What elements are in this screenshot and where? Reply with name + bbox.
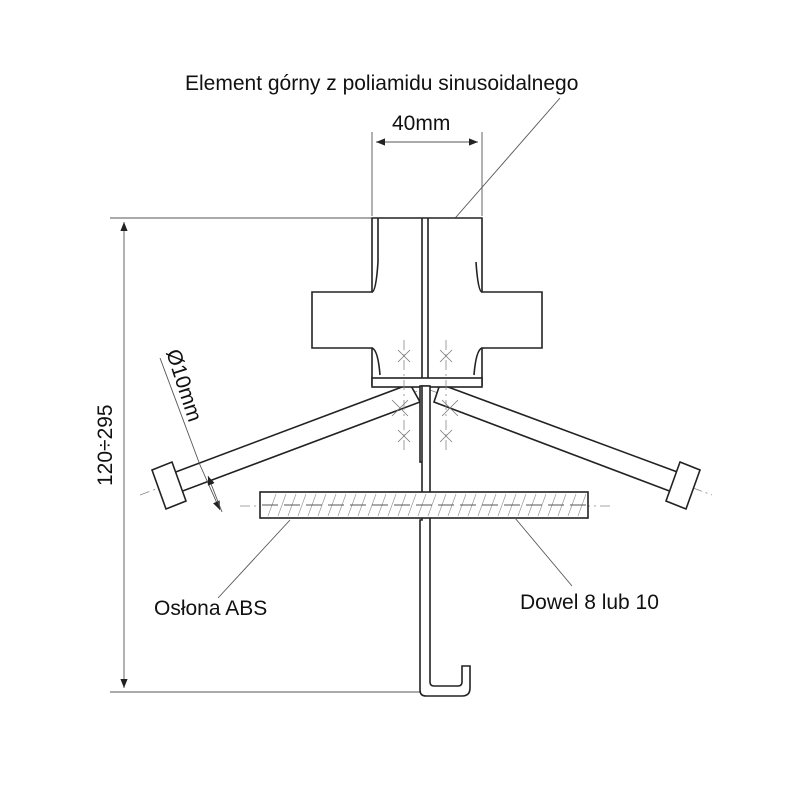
shield-leader <box>218 520 290 598</box>
diameter-dimension-label: Ø10mm <box>161 346 207 425</box>
hook-stem <box>420 386 470 696</box>
width-dimension-label: 40mm <box>392 112 451 135</box>
top-element-label: Element górny z poliamidu sinusoidalnego <box>185 72 579 95</box>
height-dimension-label: 120÷295 <box>94 404 117 486</box>
width-dimension <box>372 132 482 216</box>
shield-label: Osłona ABS <box>154 597 268 620</box>
abs-shield <box>240 492 610 518</box>
right-rod <box>430 384 712 509</box>
dowel-label: Dowel 8 lub 10 <box>520 591 659 614</box>
dowel-leader <box>515 518 572 586</box>
top-element <box>312 218 542 387</box>
